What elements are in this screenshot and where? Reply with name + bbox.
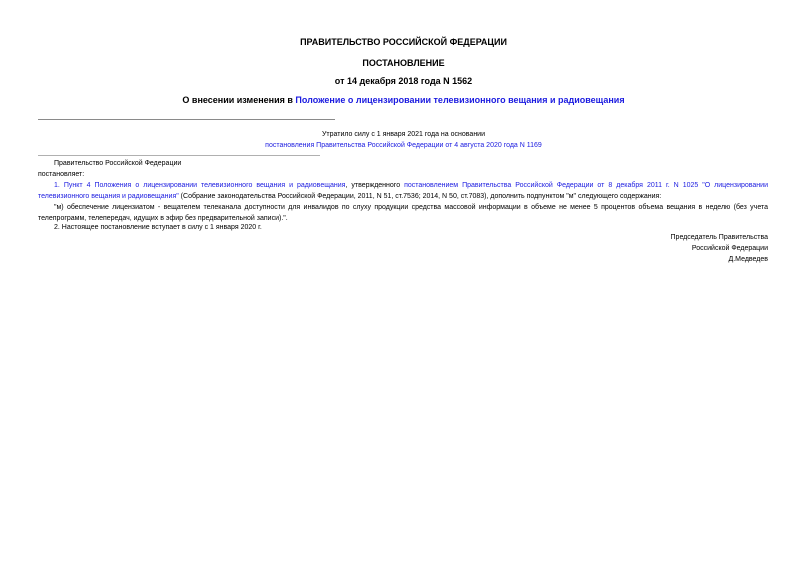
intro-line-2: постановляет:	[38, 171, 85, 178]
separator-top	[38, 119, 335, 120]
title-prefix: О внесении изменения в	[182, 95, 296, 105]
signature-line-1: Председатель Правительства	[670, 234, 768, 241]
repeal-decree-link[interactable]: постановления Правительства Российской Федерации от 4 августа 2020 года N 1169	[265, 142, 542, 149]
signature-line-2: Российской Федерации	[691, 245, 768, 252]
paragraph-3: 2. Настоящее постановление вступает в силу с 1 января 2020 г.	[54, 224, 262, 231]
clause-4-link[interactable]: 1. Пункт 4 Положения о лицензировании телевизионного вещания и радиовещания	[54, 182, 346, 189]
paragraph-1	[38, 181, 768, 202]
decree-1025-link[interactable]: постановлением Правительства Российской Федерации от 8 декабря 2011 г. N 1025 "О лицензировании телевизионного вещания и радиовещания"	[38, 182, 768, 200]
signature-name: Д.Медведев	[728, 256, 768, 263]
date-number-heading: от 14 декабря 2018 года N 1562	[334, 76, 473, 86]
separator-mid	[38, 155, 320, 156]
intro-line-1: Правительство Российской Федерации	[54, 160, 182, 167]
doc-type-heading: ПОСТАНОВЛЕНИЕ	[362, 58, 445, 68]
paragraph-2: "м) обеспечение лицензиатом - вещателем телеканала доступности для инвалидов по слуху продукции средства массовой информации в объеме не менее 5 процентов объема вещания в неделю (без учета телепрограмм, телепередач, идущих в эфир без предварительной записи).".	[38, 204, 768, 222]
title-regulation-link[interactable]: Положение о лицензировании телевизионного вещания и радиовещания	[295, 95, 625, 105]
government-heading: ПРАВИТЕЛЬСТВО РОССИЙСКОЙ ФЕДЕРАЦИИ	[300, 37, 507, 47]
paragraph-1-text-b: (Собрание законодательства Российской Федерации, 2011, N 51, ст.7536; 2014, N 50, ст.7083), дополнить подпунктом "м" следующего содержания:	[178, 192, 662, 200]
document-title	[0, 95, 807, 105]
status-note-link-line	[0, 142, 807, 149]
status-note-text: Утратило силу с 1 января 2021 года на основании	[321, 131, 486, 138]
paragraph-1-text-a: , утвержденного	[345, 182, 405, 189]
